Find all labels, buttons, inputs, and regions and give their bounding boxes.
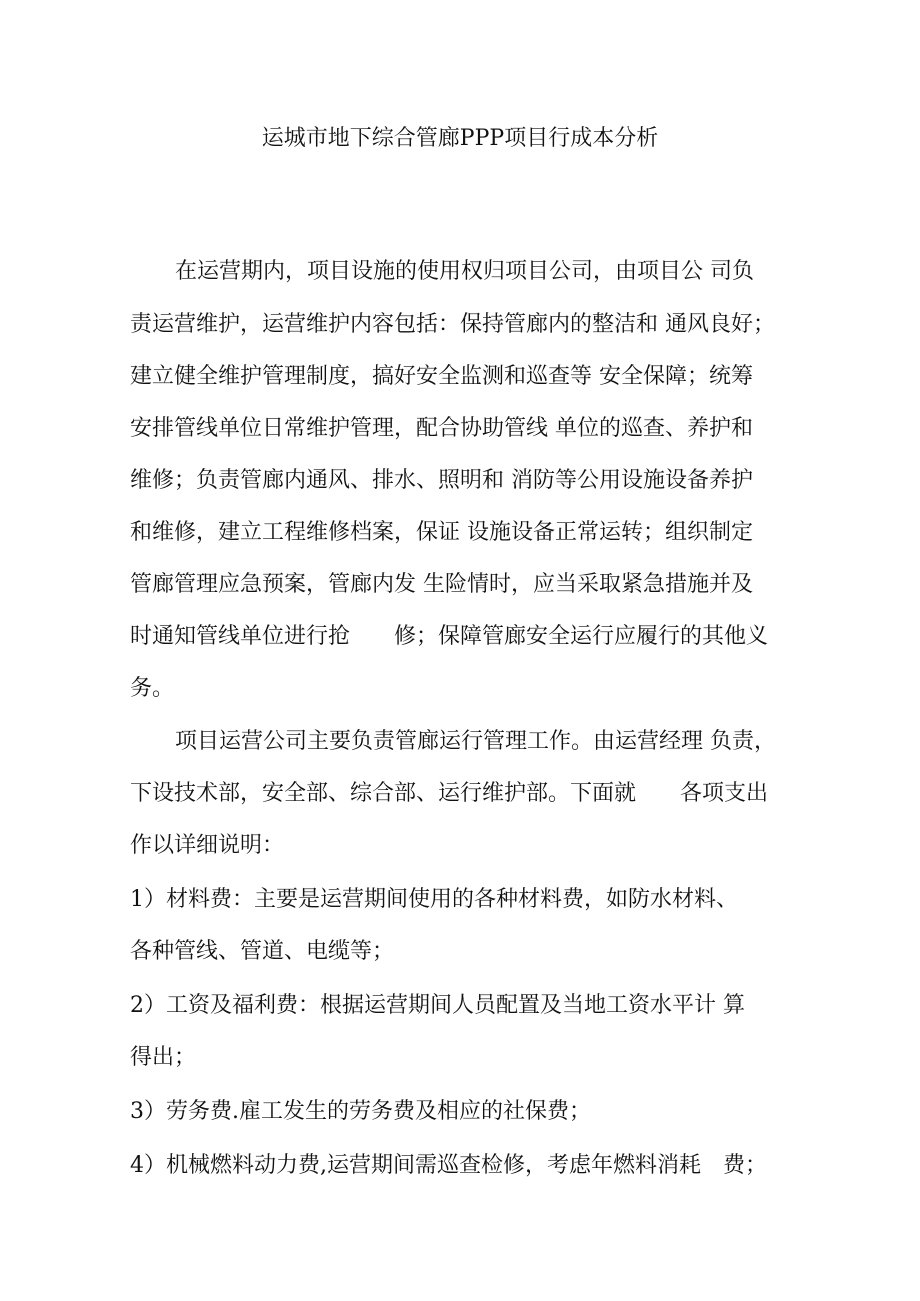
- paragraph-line: 责运营维护，运营维护内容包括：保持管廊内的整洁和 通风良好；: [130, 312, 775, 337]
- paragraph-line: 安排管线单位日常维护管理，配合协助管线 单位的巡查、养护和: [130, 416, 753, 441]
- paragraph-line: 时通知管线单位进行抢 修；保障管廊安全运行应履行的其他义: [130, 624, 769, 649]
- paragraph-line: 项目运营公司主要负责管廊运行管理工作。由运营经理 负责，: [175, 729, 776, 754]
- list-item-continuation: 各种管线、管道、电缆等；: [130, 939, 395, 964]
- paragraph-line: 下设技术部，安全部、综合部、运行维护部。下面就 各项支出: [130, 781, 769, 806]
- list-item-material-cost: 1）材料费：主要是运营期间使用的各种材料费，如防水材料、: [130, 887, 738, 912]
- paragraph-line: 管廊管理应急预案，管廊内发 生险情时，应当采取紧急措施并及: [130, 572, 753, 597]
- list-item-wage-cost: 2）工资及福利费：根据运营期间人员配置及当地工资水平计 算: [130, 993, 745, 1018]
- paragraph-line: 务。: [130, 676, 175, 701]
- paragraph-line: 作以详细说明：: [130, 833, 285, 858]
- paragraph-line: 在运营期内，项目设施的使用权归项目公司，由项目公 司负: [175, 259, 754, 284]
- document-title: 运城市地下综合管廊PPP项目行成本分析: [261, 126, 659, 151]
- paragraph-line: 建立健全维护管理制度，搞好安全监测和巡查等 安全保障；统筹: [130, 364, 753, 389]
- list-item-labor-cost: 3）劳务费.雇工发生的劳务费及相应的社保费；: [130, 1099, 591, 1124]
- list-item-machinery-fuel-cost: 4）机械燃料动力费,运营期间需巡查检修，考虑年燃料消耗 费；: [130, 1153, 767, 1178]
- paragraph-line: 和维修，建立工程维修档案，保证 设施设备正常运转；组织制定: [130, 520, 753, 545]
- paragraph-line: 维修；负责管廊内通风、排水、照明和 消防等公用设施设备养护: [130, 468, 753, 493]
- list-item-continuation: 得出；: [130, 1045, 197, 1070]
